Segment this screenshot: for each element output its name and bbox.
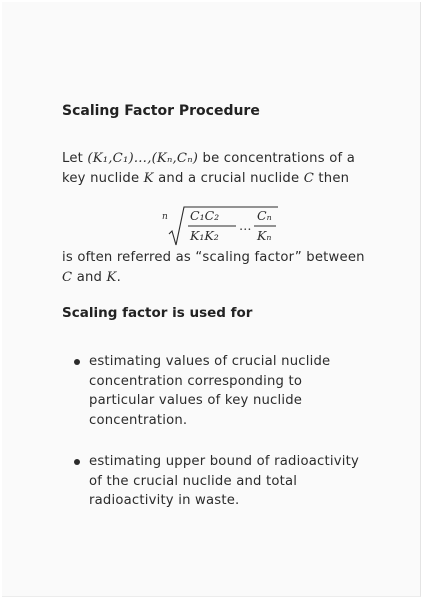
list-item xyxy=(74,352,370,430)
definition-symbol-k: K xyxy=(106,269,117,285)
formula-root-index: n xyxy=(162,212,168,222)
definition-period: . xyxy=(116,269,121,285)
definition-and: and xyxy=(76,269,103,285)
intro-symbol-c: C xyxy=(303,170,314,186)
definition-paragraph xyxy=(62,248,372,287)
scaling-factor-formula xyxy=(160,204,280,248)
usage-list xyxy=(74,352,370,511)
intro-then: then xyxy=(318,170,350,186)
definition-symbol-c: C xyxy=(62,269,73,285)
definition-text: is often referred as “scaling factor” between xyxy=(62,250,365,265)
formula-dots: … xyxy=(239,218,252,233)
section-subheading: Scaling factor is used for xyxy=(62,305,253,321)
intro-symbol-k: K xyxy=(143,170,154,186)
formula-last-numerator: Cₙ xyxy=(257,208,272,223)
intro-be-concentrations: be concentrations of a key nuclide xyxy=(62,151,355,186)
intro-and-crucial: and a crucial nuclide xyxy=(158,170,300,186)
page-title: Scaling Factor Procedure xyxy=(62,103,260,119)
list-item xyxy=(74,452,370,511)
formula-numerator: C₁C₂ xyxy=(190,208,220,223)
intro-let: Let xyxy=(62,151,83,166)
intro-paragraph xyxy=(62,149,372,188)
list-item-text: estimating values of crucial nuclide concentration corresponding to particular values of key nuclide concentration. xyxy=(89,354,331,428)
bullet-icon xyxy=(74,459,80,465)
list-item-text: estimating upper bound of radioactivity of the crucial nuclide and total radioactivity in waste. xyxy=(89,454,359,508)
intro-pairs: (K₁,C₁)…,(Kₙ,Cₙ) xyxy=(87,151,199,166)
formula-last-denominator: Kₙ xyxy=(257,228,272,243)
formula-denominator: K₁K₂ xyxy=(190,228,219,243)
document-page xyxy=(2,2,421,597)
bullet-icon xyxy=(74,359,80,365)
